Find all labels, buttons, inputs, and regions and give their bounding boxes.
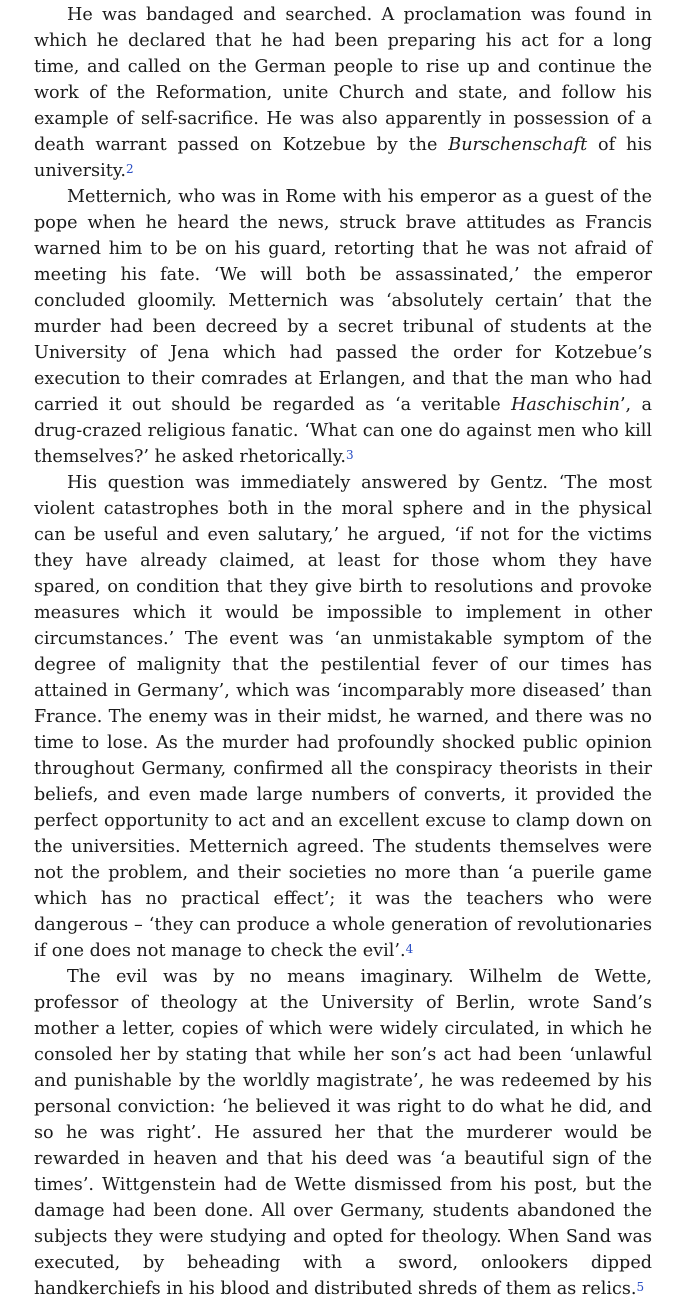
paragraph-4 (34, 964, 652, 1302)
footnote-link-2[interactable]: 2 (125, 162, 134, 176)
paragraph-3 (34, 470, 652, 964)
paragraph-text: ’, a drug-crazed religious fanatic. ‘What can one do against men who kill themselves?’ he asked rhetorically. (34, 395, 652, 467)
paragraph-1 (34, 2, 652, 184)
paragraph-text: His question was immediately answered by Gentz. ‘The most violent catastrophes both in the moral sphere and in the physical can be useful and even salutary,’ he argued, ‘if not for the victims they have already claimed, at least for those whom they have spared, on condition that they give birth to resolutions and provoke measures which it would be impossible to implement in other circumstances.’ The event was ‘an unmistakable symptom of the degree of malignity that the pestilential fever of our times has attained in Germany’, which was ‘incomparably more diseased’ than France. The enemy was in their midst, he warned, and there was no time to lose. As the murder had profoundly shocked public opinion throughout Germany, confirmed all the conspiracy theorists in their beliefs, and even made large numbers of converts, it provided the perfect opportunity to act and an excellent excuse to clamp down on the universities. Metternich agreed. The students themselves were not the problem, and their societies no more than ‘a puerile game which has no practical effect’; it was the teachers who were dangerous – ‘they can produce a whole generation of revolutionaries if one does not manage to check the evil’. (34, 473, 652, 961)
italic-term: Burschenschaft (448, 135, 588, 155)
paragraph-2 (34, 184, 652, 470)
paragraph-text: He was bandaged and searched. A proclamation was found in which he declared that he had been preparing his act for a long time, and called on the German people to rise up and continue the work of the Reformation, unite Church and state, and follow his example of self-sacrifice. He was also apparently in possession of a death warrant passed on Kotzebue by the (34, 5, 652, 155)
footnote-link-5[interactable]: 5 (636, 1280, 645, 1294)
italic-term: Haschischin (511, 395, 620, 415)
paragraph-text: Metternich, who was in Rome with his emperor as a guest of the pope when he heard the news, struck brave attitudes as Francis warned him to be on his guard, retorting that he was not afraid of meeting his fate. ‘We will both be assassinated,’ the emperor concluded gloomily. Metternich was ‘absolutely certain’ that the murder had been decreed by a secret tribunal of students at the University of Jena which had passed the order for Kotzebue’s execution to their comrades at Erlangen, and that the man who had carried it out should be regarded as ‘a veritable (34, 187, 652, 415)
footnote-link-3[interactable]: 3 (346, 448, 354, 462)
paragraph-text: of his university. (34, 135, 652, 181)
footnote-link-4[interactable]: 4 (405, 942, 414, 956)
paragraph-text: The evil was by no means imaginary. Wilhelm de Wette, professor of theology at the University of Berlin, wrote Sand’s mother a letter, copies of which were widely circulated, in which he consoled her by stating that while her son’s act had been ‘unlawful and punishable by the worldly magistrate’, he was redeemed by his personal conviction: ‘he believed it was right to do what he did, and so he was right’. He assured her that the murderer would be rewarded in heaven and that his deed was ‘a beautiful sign of the times’. Wittgenstein had de Wette dismissed from his post, but the damage had been done. All over Germany, students abandoned the subjects they were studying and opted for theology. When Sand was executed, by beheading with a sword, onlookers dipped handkerchiefs in his blood and distributed shreds of them as relics. (34, 967, 652, 1299)
